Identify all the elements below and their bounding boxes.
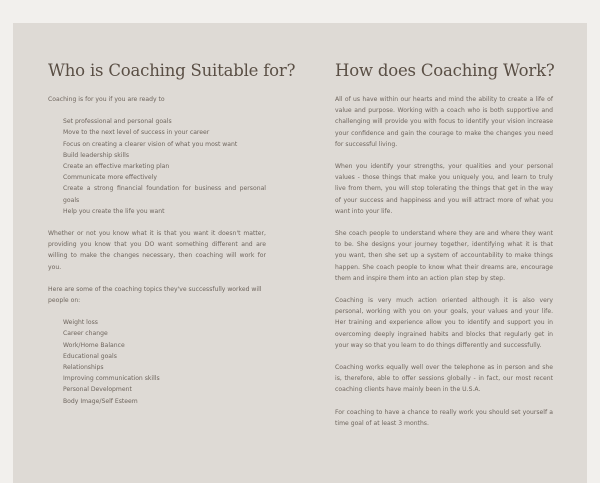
right-paragraph: Coaching is very much action oriented although it is also very personal, working with you on your goals, your values and your life. Her training and experience allow you to identify and support you in overcoming deeply ingrained habits and blocks that regularly get in your way so that you learn to do things differently and successfully. bbox=[335, 297, 553, 349]
content-panel bbox=[13, 23, 587, 483]
list-item: Career change bbox=[63, 330, 108, 338]
list-item: Create an effective marketing plan bbox=[63, 163, 170, 171]
right-paragraph: For coaching to have a chance to really work you should set yourself a time goal of at least 3 months. bbox=[335, 408, 553, 427]
list-item: Set professional and personal goals bbox=[63, 118, 172, 126]
left-body bbox=[48, 94, 266, 418]
right-paragraph: She coach people to understand where they are and where they want to be. She designs your journey together, identifying what it is that you want, then she set up a system of accountability to make things happen. She coach people to know what their dreams are, encourage them and inspire them into an action plan step by step. bbox=[335, 230, 553, 282]
list-item: Personal Development bbox=[63, 386, 132, 394]
list-item: Weight loss bbox=[63, 319, 98, 327]
list-item: Move to the next level of success in your career bbox=[63, 129, 210, 137]
topics-intro: Here are some of the coaching topics they've successfully worked will people on: bbox=[48, 285, 262, 305]
left-paragraph: Whether or not you know what it is that you want it doesn't matter, providing you know that you DO want something different and are willing to make the changes necessary, then coaching will work for you. bbox=[48, 230, 266, 271]
list-item: Focus on creating a clearer vision of what you most want bbox=[63, 140, 238, 148]
list-item: Body Image/Self Esteem bbox=[63, 397, 138, 405]
topics-list bbox=[48, 317, 266, 407]
right-heading: How does Coaching Work? bbox=[335, 61, 555, 80]
list-item: Build leadership skills bbox=[63, 151, 130, 159]
right-paragraph: When you identify your strengths, your qualities and your personal values - those things that make you uniquely you, and learn to truly live from them, you will stop tolerating the things that get in the way of your success and happiness and you will attract more of what you want into your life. bbox=[335, 163, 553, 215]
left-heading: Who is Coaching Suitable for? bbox=[48, 61, 296, 80]
list-item: Create a strong financial foundation for business and personal goals bbox=[63, 185, 266, 204]
right-paragraph: All of us have within our hearts and mind the ability to create a life of value and purpose. Working with a coach who is both supportive and challenging will provide you with focus to identify your vision increase your confidence and gain the courage to make the changes you need for successful living. bbox=[335, 96, 553, 148]
list-item: Work/Home Balance bbox=[63, 341, 125, 349]
right-paragraph: Coaching works equally well over the telephone as in person and she is, therefore, able to offer sessions globally - in fact, our most recent coaching clients have mainly been in the U.S.A. bbox=[335, 364, 553, 394]
right-body bbox=[335, 94, 553, 440]
ready-list bbox=[48, 116, 266, 217]
list-item: Help you create the life you want bbox=[63, 207, 165, 215]
list-item: Educational goals bbox=[63, 352, 117, 360]
list-item: Relationships bbox=[63, 364, 104, 372]
ready-intro: Coaching is for you if you are ready to bbox=[48, 96, 165, 103]
list-item: Communicate more effectively bbox=[63, 174, 157, 182]
list-item: Improving communication skills bbox=[63, 375, 160, 383]
